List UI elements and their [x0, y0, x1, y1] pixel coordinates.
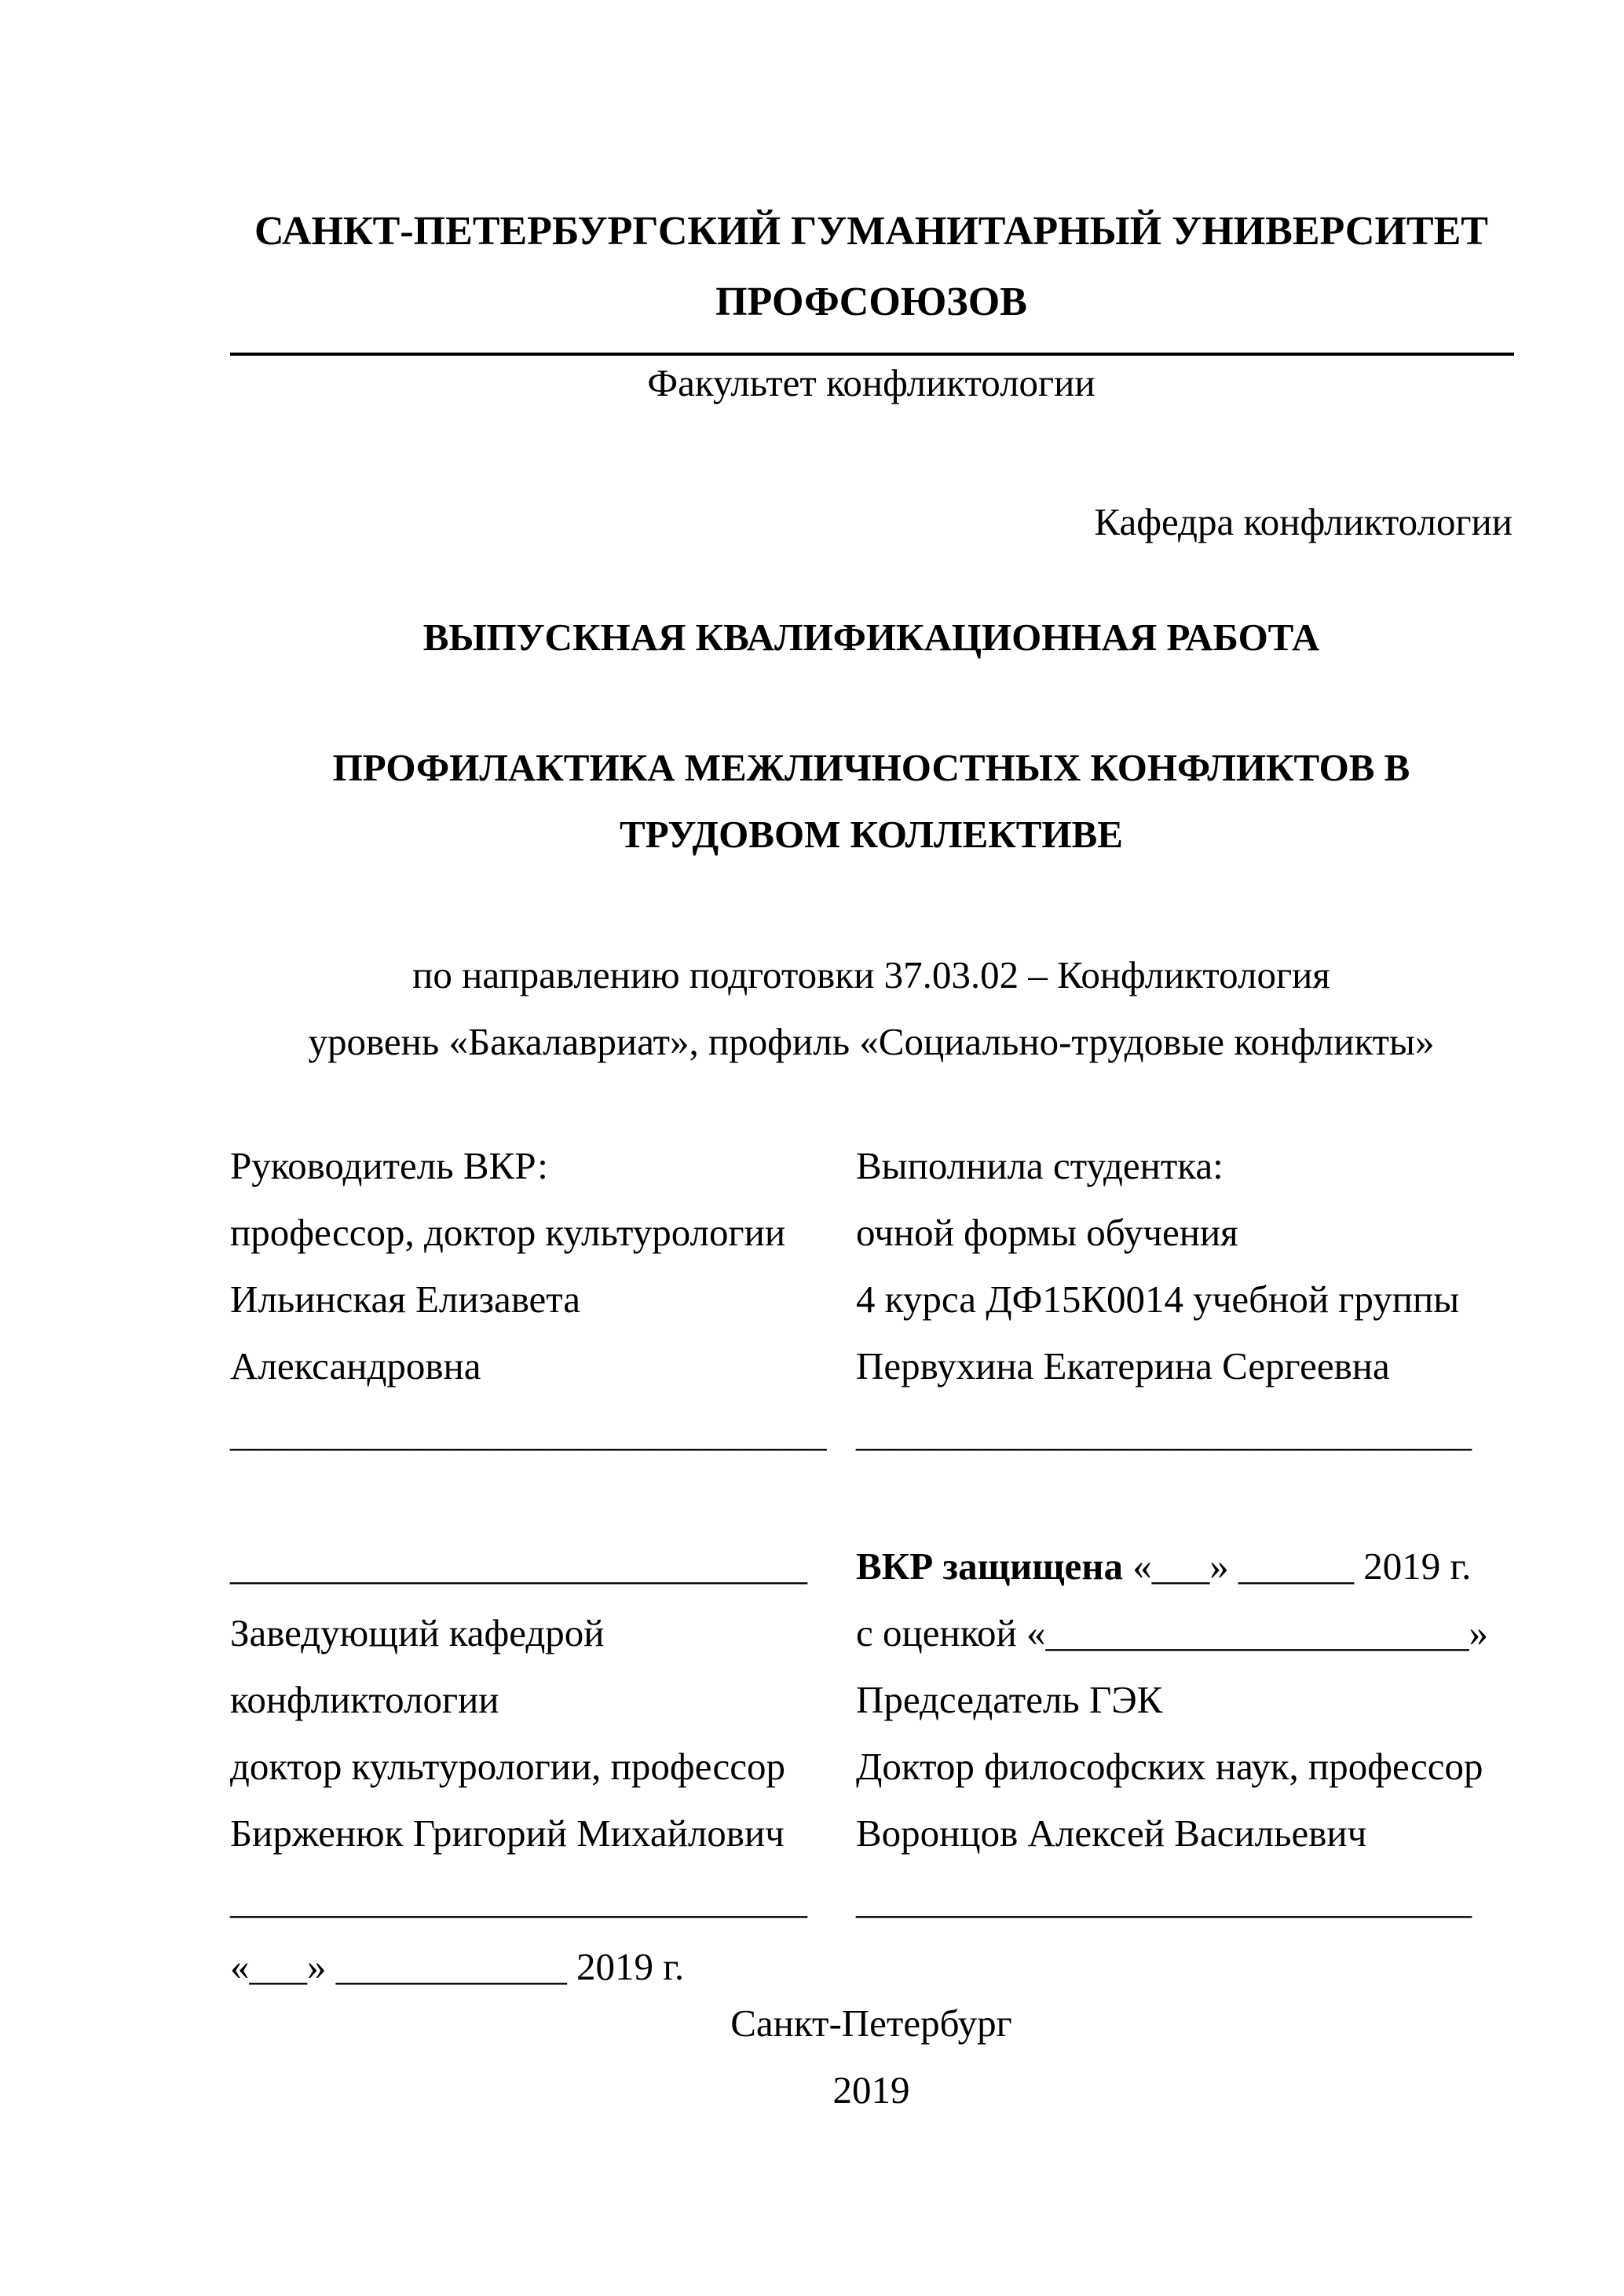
gek-chair-degree: Доктор философских наук, профессор — [856, 1745, 1483, 1788]
city-line: Санкт-Петербург — [730, 2002, 1012, 2045]
university-name-line2: ПРОФСОЮЗОВ — [715, 280, 1027, 324]
faculty-line: Факультет конфликтологии — [647, 361, 1095, 404]
university-name — [230, 196, 1512, 338]
dept-head-role-line1: Заведующий кафедрой — [230, 1611, 605, 1654]
university-name-line1: САНКТ-ПЕТЕРБУРГСКИЙ ГУМАНИТАРНЫЙ УНИВЕРСИТЕТ — [254, 209, 1488, 254]
dept-head-signature-blank: ______________________________ — [230, 1545, 807, 1588]
dept-head-degree: доктор культурологии, профессор — [230, 1745, 786, 1788]
program-direction — [230, 941, 1512, 1075]
student-role-label: Выполнила студентка: — [856, 1144, 1223, 1187]
spacer-line — [230, 1466, 854, 1533]
gek-chair-signature-blank: ________________________________ — [856, 1878, 1472, 1921]
vkr-defended-label: ВКР защищена — [856, 1545, 1124, 1588]
student-column — [856, 1132, 1512, 2000]
dept-head-date-line: «___» ____________ 2019 г. — [230, 1945, 685, 1988]
thesis-title-line1: ПРОФИЛАКТИКА МЕЖЛИЧНОСТНЫХ КОНФЛИКТОВ В — [332, 746, 1410, 789]
dept-head-name: Бирженюк Григорий Михайлович — [230, 1812, 785, 1855]
dept-head-signature-blank2: ______________________________ — [230, 1878, 807, 1921]
student-study-form: очной формы обучения — [856, 1211, 1238, 1254]
supervisor-name-line1: Ильинская Елизавета — [230, 1278, 581, 1321]
work-type-heading: ВЫПУСКНАЯ КВАЛИФИКАЦИОННАЯ РАБОТА — [422, 616, 1320, 659]
dept-head-role-line2: конфликтологии — [230, 1678, 499, 1721]
supervisor-role-label: Руководитель ВКР: — [230, 1144, 548, 1187]
thesis-title-line2: ТРУДОВОМ КОЛЛЕКТИВЕ — [620, 813, 1123, 856]
vkr-defended-line — [856, 1533, 1512, 1600]
supervisor-degree: профессор, доктор культурологии — [230, 1211, 786, 1254]
student-signature-blank: ________________________________ — [856, 1411, 1472, 1454]
student-group-line: 4 курса ДФ15К0014 учебной группы — [856, 1278, 1460, 1321]
department-line: Кафедра конфликтологии — [1094, 500, 1512, 543]
program-direction-line2: уровень «Бакалавриат», профиль «Социально-трудовые конфликты» — [308, 1020, 1435, 1063]
gek-chair-name: Воронцов Алексей Васильевич — [856, 1812, 1367, 1855]
student-name: Первухина Екатерина Сергеевна — [856, 1344, 1390, 1387]
vkr-defended-date-blank: «___» ______ 2019 г. — [1123, 1545, 1472, 1588]
spacer-line — [856, 1466, 1512, 1533]
gek-chair-role: Председатель ГЭК — [856, 1678, 1163, 1721]
supervisor-column — [230, 1132, 854, 2000]
supervisor-name-line2: Александровна — [230, 1344, 481, 1387]
year-line: 2019 — [832, 2068, 910, 2111]
supervisor-signature-blank: _______________________________ — [230, 1411, 827, 1454]
grade-line: с оценкой «______________________» — [856, 1611, 1488, 1654]
thesis-title — [230, 734, 1512, 868]
footer — [230, 1990, 1512, 2123]
program-direction-line1: по направлению подготовки 37.03.02 – Конфликтология — [412, 953, 1330, 996]
